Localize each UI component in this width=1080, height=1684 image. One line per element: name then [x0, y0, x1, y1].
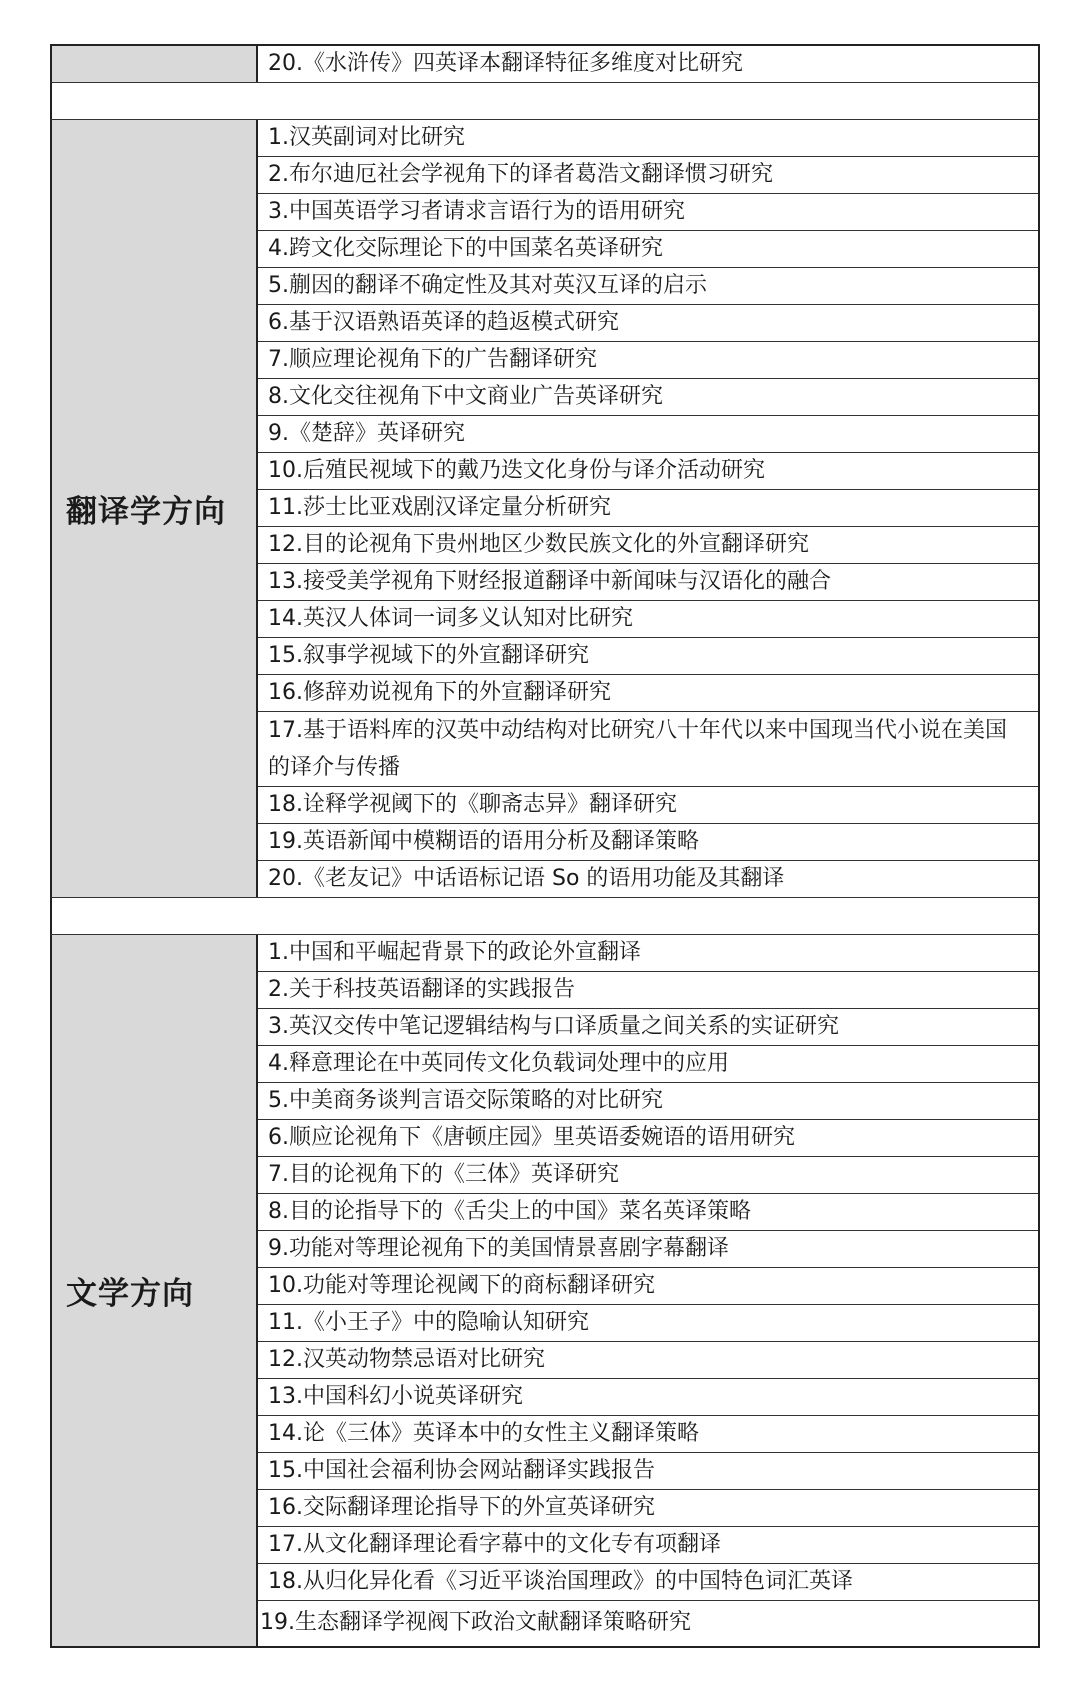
section-translation [50, 119, 1040, 897]
topic-item: 12.目的论视角下贵州地区少数民族文化的外宣翻译研究 [258, 526, 1038, 563]
topic-item: 4.释意理论在中英同传文化负载词处理中的应用 [258, 1045, 1038, 1082]
topic-item: 2.关于科技英语翻译的实践报告 [258, 971, 1038, 1008]
topic-item: 2.布尔迪厄社会学视角下的译者葛浩文翻译惯习研究 [258, 156, 1038, 193]
topic-item: 13.中国科幻小说英译研究 [258, 1378, 1038, 1415]
topic-table [50, 44, 1040, 1648]
topic-list-translation [258, 120, 1040, 897]
topic-item: 18.诠释学视阈下的《聊斋志异》翻译研究 [258, 786, 1038, 823]
topic-item: 6.顺应论视角下《唐顿庄园》里英语委婉语的语用研究 [258, 1119, 1038, 1156]
category-cell [50, 935, 258, 1646]
topic-item: 7.顺应理论视角下的广告翻译研究 [258, 341, 1038, 378]
topic-item: 16.交际翻译理论指导下的外宣英译研究 [258, 1489, 1038, 1526]
section-title-literature: 文学方向 [66, 1276, 194, 1312]
topic-item: 17.从文化翻译理论看字幕中的文化专有项翻译 [258, 1526, 1038, 1563]
topic-list-literature [258, 935, 1040, 1646]
section-title-translation: 翻译学方向 [66, 494, 226, 530]
category-cell-top [50, 46, 258, 82]
topic-item: 19.英语新闻中模糊语的语用分析及翻译策略 [258, 823, 1038, 860]
category-cell [50, 120, 258, 897]
topic-item: 7.目的论视角下的《三体》英译研究 [258, 1156, 1038, 1193]
table-row-top [50, 44, 1040, 82]
topic-item: 9.《楚辞》英译研究 [258, 415, 1038, 452]
topic-item: 9.功能对等理论视角下的美国情景喜剧字幕翻译 [258, 1230, 1038, 1267]
topic-item: 6.基于汉语熟语英译的趋返模式研究 [258, 304, 1038, 341]
topic-item: 4.跨文化交际理论下的中国菜名英译研究 [258, 230, 1038, 267]
topic-item: 1.汉英副词对比研究 [268, 125, 465, 150]
topic-item: 13.接受美学视角下财经报道翻译中新闻味与汉语化的融合 [258, 563, 1038, 600]
topic-item: 14.英汉人体词一词多义认知对比研究 [258, 600, 1038, 637]
topic-item: 5.蒯因的翻译不确定性及其对英汉互译的启示 [258, 267, 1038, 304]
topic-item: 5.中美商务谈判言语交际策略的对比研究 [258, 1082, 1038, 1119]
topic-item: 14.论《三体》英译本中的女性主义翻译策略 [258, 1415, 1038, 1452]
topic-item: 15.中国社会福利协会网站翻译实践报告 [258, 1452, 1038, 1489]
topic-item: 20.《老友记》中话语标记语 So 的语用功能及其翻译 [258, 860, 1038, 897]
topic-item: 3.英汉交传中笔记逻辑结构与口译质量之间关系的实证研究 [258, 1008, 1038, 1045]
topic-item: 8.文化交往视角下中文商业广告英译研究 [258, 378, 1038, 415]
topic-item: 11.《小王子》中的隐喻认知研究 [258, 1304, 1038, 1341]
topic-item: 11.莎士比亚戏剧汉译定量分析研究 [258, 489, 1038, 526]
spacer-row [50, 897, 1040, 934]
topic-item: 20.《水浒传》四英译本翻译特征多维度对比研究 [268, 51, 743, 76]
topic-item: 10.功能对等理论视阈下的商标翻译研究 [258, 1267, 1038, 1304]
topic-item: 15.叙事学视域下的外宣翻译研究 [258, 637, 1038, 674]
section-literature [50, 934, 1040, 1648]
topic-item: 18.从归化异化看《习近平谈治国理政》的中国特色词汇英译 [258, 1563, 1038, 1600]
topic-item: 16.修辞劝说视角下的外宣翻译研究 [258, 674, 1038, 711]
topic-item: 17.基于语料库的汉英中动结构对比研究八十年代以来中国现当代小说在美国的译介与传播 [258, 711, 1038, 786]
topic-item: 12.汉英动物禁忌语对比研究 [258, 1341, 1038, 1378]
topic-item: 10.后殖民视域下的戴乃迭文化身份与译介活动研究 [258, 452, 1038, 489]
topic-item: 19.生态翻译学视阀下政治文献翻译策略研究 [258, 1600, 1038, 1646]
spacer-row [50, 82, 1040, 119]
topic-item: 8.目的论指导下的《舌尖上的中国》菜名英译策略 [258, 1193, 1038, 1230]
topic-item: 3.中国英语学习者请求言语行为的语用研究 [258, 193, 1038, 230]
topic-item: 1.中国和平崛起背景下的政论外宣翻译 [268, 940, 641, 965]
